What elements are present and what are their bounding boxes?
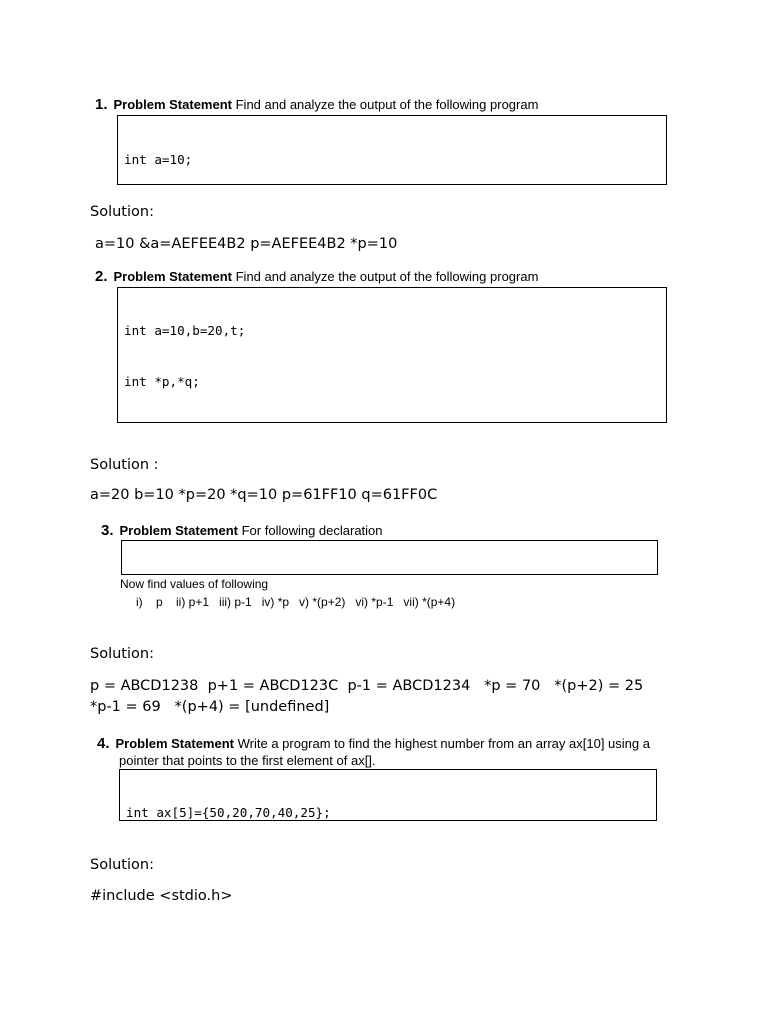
solution-3-answer-line-2: *p-1 = 69 *(p+4) = [undefined] <box>90 699 330 715</box>
problem-label: Problem Statement <box>113 97 232 112</box>
problem-3-code-box <box>121 540 658 575</box>
problem-number: 4. <box>97 735 110 752</box>
problem-3-items: i) p ii) p+1 iii) p-1 iv) *p v) *(p+2) vi) *p-1 vii) *(p+4) <box>136 595 456 609</box>
solution-3-answer-line-1: p = ABCD1238 p+1 = ABCD123C p-1 = ABCD1234 *p = 70 *(p+2) = 25 <box>90 678 644 694</box>
problem-text: Write a program to find the highest number from an array ax[10] using a <box>234 736 650 751</box>
problem-1-code-box <box>117 115 667 185</box>
problem-3-heading <box>101 523 383 539</box>
solution-2-answer: a=20 b=10 *p=20 *q=10 p=61FF10 q=61FF0C <box>90 487 438 503</box>
problem-4-code-box <box>119 769 657 821</box>
problem-number: 3. <box>101 522 114 539</box>
problem-1-heading <box>95 97 538 113</box>
problem-text: Find and analyze the output of the following program <box>232 269 539 284</box>
solution-2-label: Solution : <box>90 457 159 473</box>
solution-3-label: Solution: <box>90 646 154 662</box>
problem-4-heading <box>97 736 650 752</box>
code-line: int *p,*q; <box>124 374 200 389</box>
problem-2-code-box <box>117 287 667 423</box>
problem-label: Problem Statement <box>119 523 238 538</box>
solution-4-label: Solution: <box>90 857 154 873</box>
problem-label: Problem Statement <box>115 736 234 751</box>
solution-1-label: Solution: <box>90 204 154 220</box>
problem-number: 1. <box>95 96 108 113</box>
problem-3-after-text: Now find values of following <box>120 577 269 591</box>
solution-1-answer: a=10 &a=AEFEE4B2 p=AEFEE4B2 *p=10 <box>95 236 398 252</box>
solution-4-answer: #include <stdio.h> <box>90 888 233 904</box>
problem-text: Find and analyze the output of the following program <box>232 97 539 112</box>
problem-label: Problem Statement <box>113 269 232 284</box>
problem-text: For following declaration <box>238 523 383 538</box>
problem-number: 2. <box>95 268 108 285</box>
problem-2-heading <box>95 269 538 285</box>
code-line: int ax[5]={50,20,70,40,25}; <box>126 805 331 820</box>
problem-4-heading-line-2: pointer that points to the first element of ax[]. <box>119 753 376 768</box>
code-line: int a=10,b=20,t; <box>124 323 246 338</box>
code-line: int a=10; <box>124 152 193 167</box>
